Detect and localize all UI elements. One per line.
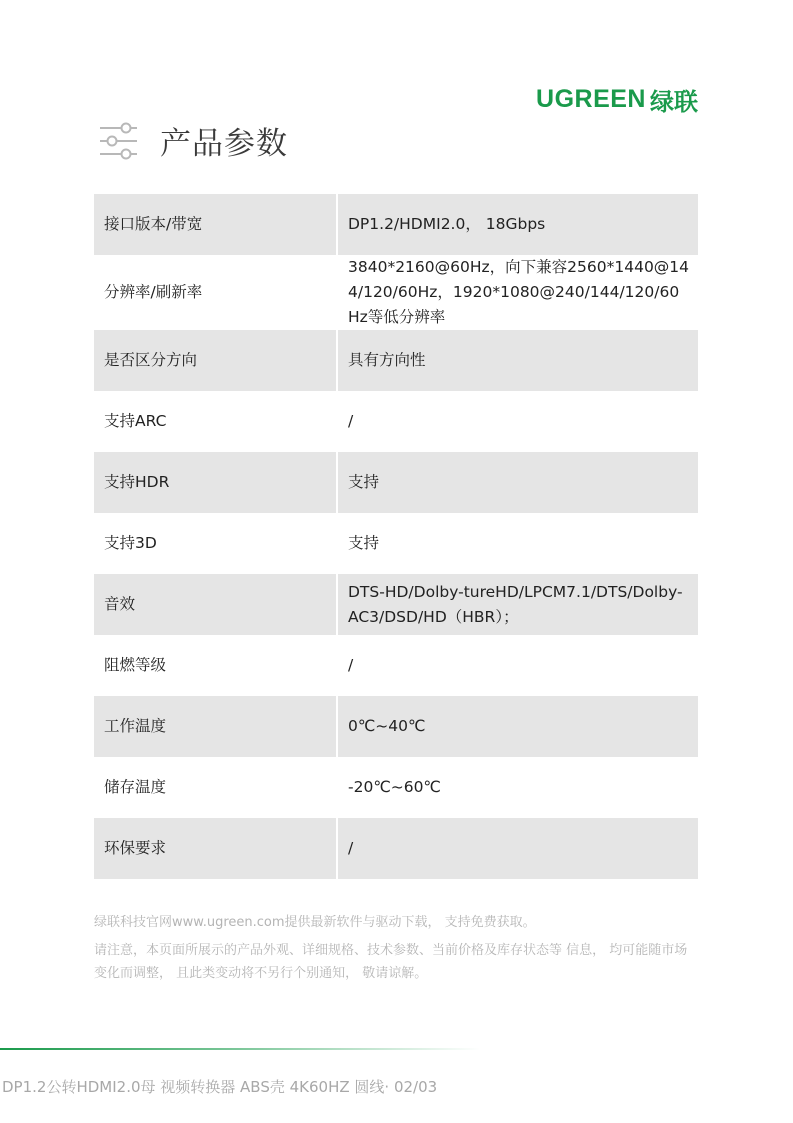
footnote-disclaimer: 请注意，本页面所展示的产品外观、详细规格、技术参数、当前价格及库存状态等 信息， 均可能随市场变化而调整， 且此类变动将不另行个别通知， 敬请谅解。 <box>94 943 688 981</box>
param-label: 接口版本/带宽 <box>94 194 337 255</box>
footer-product-name: DP1.2公转HDMI2.0母 视频转换器 ABS壳 4K60HZ 圆线· 02/03 <box>2 1078 438 1096</box>
sliders-icon <box>99 121 139 161</box>
param-label: 是否区分方向 <box>94 330 337 391</box>
param-value: 具有方向性 <box>337 330 698 391</box>
brand-name-cn: 绿联 <box>650 87 698 116</box>
footer-divider <box>0 1048 480 1050</box>
param-value: DTS-HD/Dolby-tureHD/LPCM7.1/DTS/Dolby-AC3/DSD/HD（HBR）； <box>337 574 698 635</box>
table-row <box>94 818 698 879</box>
param-label: 分辨率/刷新率 <box>104 283 203 301</box>
param-value: DP1.2/HDMI2.0， 18Gbps <box>337 194 698 255</box>
param-value: 支持 <box>337 452 698 513</box>
param-label: 支持3D <box>104 534 157 552</box>
param-label: 环保要求 <box>94 818 337 879</box>
section-title: 产品参数 <box>160 126 288 162</box>
table-row <box>94 391 698 452</box>
param-value: 支持 <box>337 513 698 574</box>
param-label: 工作温度 <box>94 696 337 757</box>
param-label: 阻燃等级 <box>104 656 167 674</box>
table-row <box>94 696 698 757</box>
param-value: -20℃~60℃ <box>337 757 698 818</box>
table-row <box>94 194 698 255</box>
brand-logo <box>536 84 698 114</box>
table-row <box>94 330 698 391</box>
brand-name-en: UGREEN <box>536 84 646 113</box>
table-row <box>94 452 698 513</box>
param-value: 3840*2160@60Hz，向下兼容2560*1440@144/120/60Hz，1920*1080@240/144/120/60Hz等低分辨率 <box>337 255 698 330</box>
table-row <box>94 513 698 574</box>
param-value: / <box>337 391 698 452</box>
table-row <box>94 574 698 635</box>
param-value: / <box>337 818 698 879</box>
param-value: / <box>337 635 698 696</box>
section-header <box>99 118 288 163</box>
footnote-download: 绿联科技官网www.ugreen.com提供最新软件与驱动下载， 支持免费获取。 <box>94 915 536 930</box>
table-row <box>94 635 698 696</box>
param-label: 支持ARC <box>104 412 167 430</box>
table-row <box>94 757 698 818</box>
param-value: 0℃~40℃ <box>337 696 698 757</box>
param-label: 音效 <box>94 574 337 635</box>
params-table <box>94 194 698 879</box>
param-label: 储存温度 <box>104 778 167 796</box>
footnote <box>94 911 698 985</box>
param-label: 支持HDR <box>94 452 337 513</box>
table-row <box>94 255 698 330</box>
